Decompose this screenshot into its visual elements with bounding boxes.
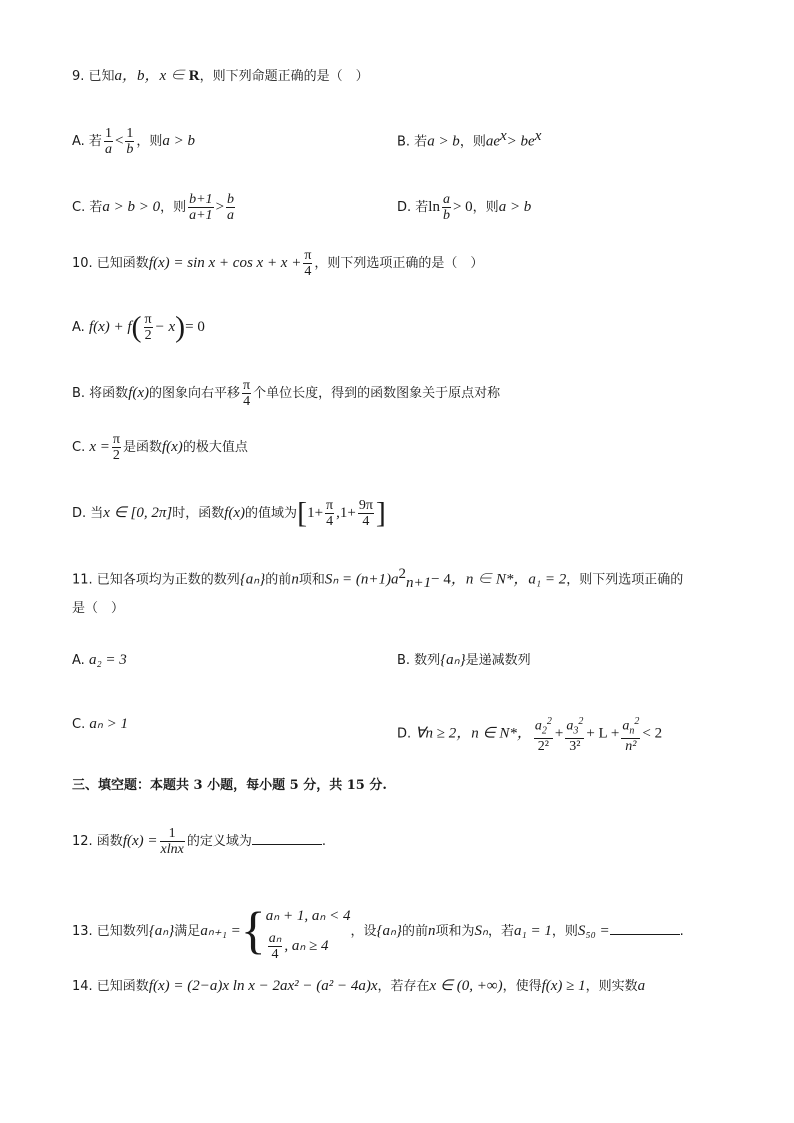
option-cond: x ∈ [0, 2π] <box>103 505 173 521</box>
option-text: 时，函数 <box>172 506 225 521</box>
option-gt: > 0 <box>452 199 473 215</box>
piecewise-cases <box>266 901 351 962</box>
option-fx: f(x) <box>128 385 150 401</box>
q11-suffix: ，则下列选项正确的 <box>566 572 684 588</box>
frac-den: 3² <box>569 739 581 755</box>
q13-seq: {aₙ} <box>148 923 175 940</box>
frac-den: 4 <box>362 514 370 529</box>
fraction <box>534 714 553 754</box>
option-expr2: > be <box>506 133 535 150</box>
q9-option-c: C. 若a > b > 0，则 $\frac{b+1}{a+1}$ > $\frac{b}{a}$ <box>72 192 235 223</box>
frac-num: 9π <box>358 498 373 513</box>
option-label: C. <box>72 440 86 455</box>
frac-den: 2 <box>144 328 152 343</box>
q10-option-c <box>72 432 248 463</box>
case-1: aₙ + 1, aₙ < 4 <box>265 908 351 924</box>
fraction <box>565 714 584 754</box>
fraction <box>303 248 312 279</box>
frac-num-a: a <box>566 718 574 734</box>
fraction <box>325 498 334 529</box>
fraction <box>144 312 153 343</box>
frac-num-a: a <box>534 718 542 734</box>
q13-text3: 的前 <box>401 924 428 940</box>
q13-text4: 项和为 <box>435 924 475 940</box>
frac-den: b <box>126 142 134 157</box>
frac-num: π <box>144 312 152 327</box>
frac-den: a+1 <box>189 208 213 223</box>
option-expr: ae <box>485 133 500 150</box>
frac-num: $a_3^2$ <box>565 714 584 739</box>
case-2 <box>266 931 351 962</box>
option-inner: − x <box>154 319 176 335</box>
option-label: A. <box>72 320 85 335</box>
option-label: B. 若 <box>397 134 428 150</box>
frac-num: b <box>227 192 235 207</box>
option-text: 是函数 <box>122 440 162 455</box>
frac-num: π <box>112 432 120 447</box>
q13-a1: a₁ = 1 <box>514 923 552 940</box>
q9-option-b <box>397 126 541 152</box>
frac-den: n² <box>625 739 637 755</box>
q11-sn-sup: 2 <box>398 566 407 582</box>
q10-stem <box>72 248 483 279</box>
option-text: ，则 <box>160 200 187 215</box>
q13-text6: ，则 <box>551 924 578 940</box>
q9-stem-suffix: ，则下列命题正确的是（ ） <box>199 69 369 84</box>
option-text2: 的极大值点 <box>182 440 248 455</box>
option-label: D. 若 <box>397 200 429 215</box>
frac-den: 4 <box>243 394 251 409</box>
option-expr: x = <box>89 439 110 455</box>
option-label: A. 若 <box>72 134 102 149</box>
option-expr: a > b <box>498 199 532 215</box>
frac-den: xlnx <box>160 842 184 857</box>
q9-option-a: A. 若 $\frac{1}{a}$ < $\frac{1}{b}$ ，则a > b <box>72 126 196 157</box>
option-label: D. <box>397 726 412 742</box>
q11-sn-sub: n+1 <box>406 574 432 591</box>
option-label: C. 若 <box>72 200 103 215</box>
case-2-cond: , aₙ ≥ 4 <box>284 938 329 954</box>
option-text: ，则 <box>459 134 486 150</box>
q11-mid: 的前 <box>265 572 292 588</box>
q11-option-b <box>397 650 531 671</box>
frac-den: 4 <box>326 514 334 529</box>
frac-num: $a_2^2$ <box>534 714 553 739</box>
q12-suffix: 的定义域为 <box>186 834 252 849</box>
q13-sn: Sₙ <box>474 923 488 940</box>
q11-stem-line2 <box>72 599 124 619</box>
option-lt: < 2 <box>642 725 663 742</box>
answer-blank[interactable] <box>252 830 322 845</box>
q11-option-d: D. ∀n ≥ 2，n ∈ N*， $\frac{a_2^2}{\text{2²}}$ + $\frac{a_3^2}{\text{3²}}$ + L + $\frac{a_n^2}{\text{n²}}$ < 2 <box>397 716 663 755</box>
q14-text3: ，则实数 <box>585 979 638 994</box>
option-label: B. 数列 <box>397 653 441 668</box>
q13-s50: S₅₀ = <box>577 923 610 940</box>
q11-option-a <box>72 650 127 671</box>
q9-stem-R: R <box>188 68 200 84</box>
option-cond: a > b <box>427 133 460 150</box>
frac-den: 2² <box>537 739 549 755</box>
option-text2: 的值域为 <box>245 506 298 521</box>
range-a: 1+ <box>307 505 324 521</box>
q13-end: . <box>679 924 684 940</box>
fraction <box>358 498 374 529</box>
frac-num: b+1 <box>189 192 213 207</box>
q14-ineq: f(x) ≥ 1 <box>541 978 586 994</box>
q11-prefix: 11. 已知各项均为正数的数列 <box>72 572 240 588</box>
q10-function: f(x) = sin x + cos x + x + <box>148 255 302 271</box>
q14-prefix: 14. 已知函数 <box>72 979 149 994</box>
q10-option-b <box>72 378 500 409</box>
frac-num: π <box>243 378 251 393</box>
option-sup: x <box>500 128 507 144</box>
q12-prefix: 12. 函数 <box>72 834 123 849</box>
q11-line2: 是（ ） <box>72 601 125 616</box>
option-cond: ∀n ≥ 2，n ∈ N*， <box>415 725 532 742</box>
frac-den: 4 <box>271 947 279 963</box>
q14-a: a <box>637 978 646 994</box>
q9-stem-prefix: 9. 已知 <box>72 69 115 84</box>
q13-n: n <box>427 923 436 940</box>
q14-text1: ，若存在 <box>377 979 430 994</box>
frac-den: b <box>442 208 450 223</box>
q10-option-a: A. f(x) + f( $\frac{\pi}{2}$ − x)= 0 <box>72 310 205 344</box>
option-expr: a₂ = 3 <box>88 652 127 668</box>
q13 <box>72 901 684 962</box>
q10-option-d: D. 当x ∈ [0, 2π]时，函数f(x)的值域为[1+ $\frac{\pi}{4}$ ,1+ $\frac{9\pi}{4}$ ] <box>72 496 386 530</box>
q11-seq: {aₙ} <box>239 571 266 588</box>
frac-num-a: a <box>622 718 630 734</box>
answer-blank[interactable] <box>610 920 680 935</box>
fraction <box>104 126 113 157</box>
fraction <box>268 931 283 962</box>
ln: ln <box>428 199 440 215</box>
frac-num: 1 <box>126 126 134 141</box>
range-b: ,1+ <box>336 505 356 521</box>
fraction <box>621 714 640 754</box>
option-label: C. <box>72 717 86 732</box>
q11-option-c <box>72 714 128 735</box>
fraction <box>125 126 134 157</box>
fraction <box>112 432 121 463</box>
q11-sn-tail: − 4 <box>431 571 451 588</box>
frac-num: 1 <box>104 126 112 141</box>
q13-text5: ，若 <box>487 924 514 940</box>
q11-mid2: 项和 <box>298 572 325 588</box>
option-label: A. <box>72 653 85 668</box>
option-cond: a > b > 0 <box>102 199 161 215</box>
option-expr-right: = 0 <box>185 319 205 335</box>
q11-a1: a₁ = 2 <box>528 571 567 588</box>
frac-num: aₙ <box>268 931 282 947</box>
q9-stem-vars: a，b，x ∈ <box>114 68 189 84</box>
section-3-title: 三、填空题：本题共 3 小题，每小题 5 分，共 15 分. <box>72 778 387 793</box>
option-expr: aₙ > 1 <box>89 716 128 732</box>
option-text: ，则 <box>472 200 499 215</box>
option-sup2: x <box>534 128 542 144</box>
frac-num: a <box>442 192 450 207</box>
q13-an1: aₙ₊₁ = <box>200 923 241 940</box>
option-dots: + L + <box>586 725 620 742</box>
fraction <box>442 192 451 223</box>
q14-cond: x ∈ (0, +∞) <box>429 978 503 994</box>
q12 <box>72 826 326 857</box>
fraction <box>226 192 235 223</box>
fraction <box>242 378 251 409</box>
frac-den: a <box>104 142 112 157</box>
q12-end: . <box>321 834 326 849</box>
option-text: 的图象向右平移 <box>149 386 241 401</box>
frac-num: π <box>304 248 312 263</box>
option-label: D. 当 <box>72 506 104 521</box>
option-text: ，则 <box>136 134 163 149</box>
frac-num: 1 <box>160 826 185 842</box>
option-fx: f(x) <box>224 505 246 521</box>
q13-text1: 满足 <box>174 924 201 940</box>
fraction <box>188 192 213 223</box>
frac-num: π <box>326 498 334 513</box>
q14-text2: ，使得 <box>502 979 542 994</box>
option-fx: f(x) <box>161 439 183 455</box>
q13-text2: ，设 <box>350 924 377 940</box>
q14-fx: f(x) = (2−a)x ln x − 2ax² − (a² − 4a)x <box>148 978 378 994</box>
frac-den: 4 <box>304 264 312 279</box>
left-brace: { <box>240 902 266 960</box>
option-text: 是递减数列 <box>465 653 531 668</box>
frac-den: a <box>227 208 235 223</box>
q11-stem-line1 <box>72 564 683 593</box>
q11-sn: Sₙ = (n+1)a <box>324 571 399 588</box>
q10-stem-prefix: 10. 已知函数 <box>72 256 149 271</box>
q13-seq2: {aₙ} <box>376 923 402 940</box>
fraction <box>160 826 185 857</box>
frac-den: 2 <box>112 448 120 463</box>
option-expr: a > b <box>162 133 196 149</box>
q9-option-d <box>397 192 531 223</box>
q9-stem <box>72 66 369 87</box>
option-seq: {aₙ} <box>440 652 466 668</box>
q14 <box>72 976 645 997</box>
option-label: B. 将函数 <box>72 386 129 401</box>
q13-prefix: 13. 已知数列 <box>72 924 149 940</box>
frac-num: $a_n^2$ <box>621 714 640 739</box>
q10-stem-suffix: ，则下列选项正确的是（ ） <box>314 256 484 271</box>
q11-n: n <box>291 571 299 588</box>
q12-fx: f(x) = <box>122 833 158 849</box>
q11-nN: ，n ∈ N*， <box>450 571 529 588</box>
option-text2: 个单位长度，得到的函数图象关于原点对称 <box>253 386 501 401</box>
option-expr: f(x) + f <box>88 319 132 335</box>
